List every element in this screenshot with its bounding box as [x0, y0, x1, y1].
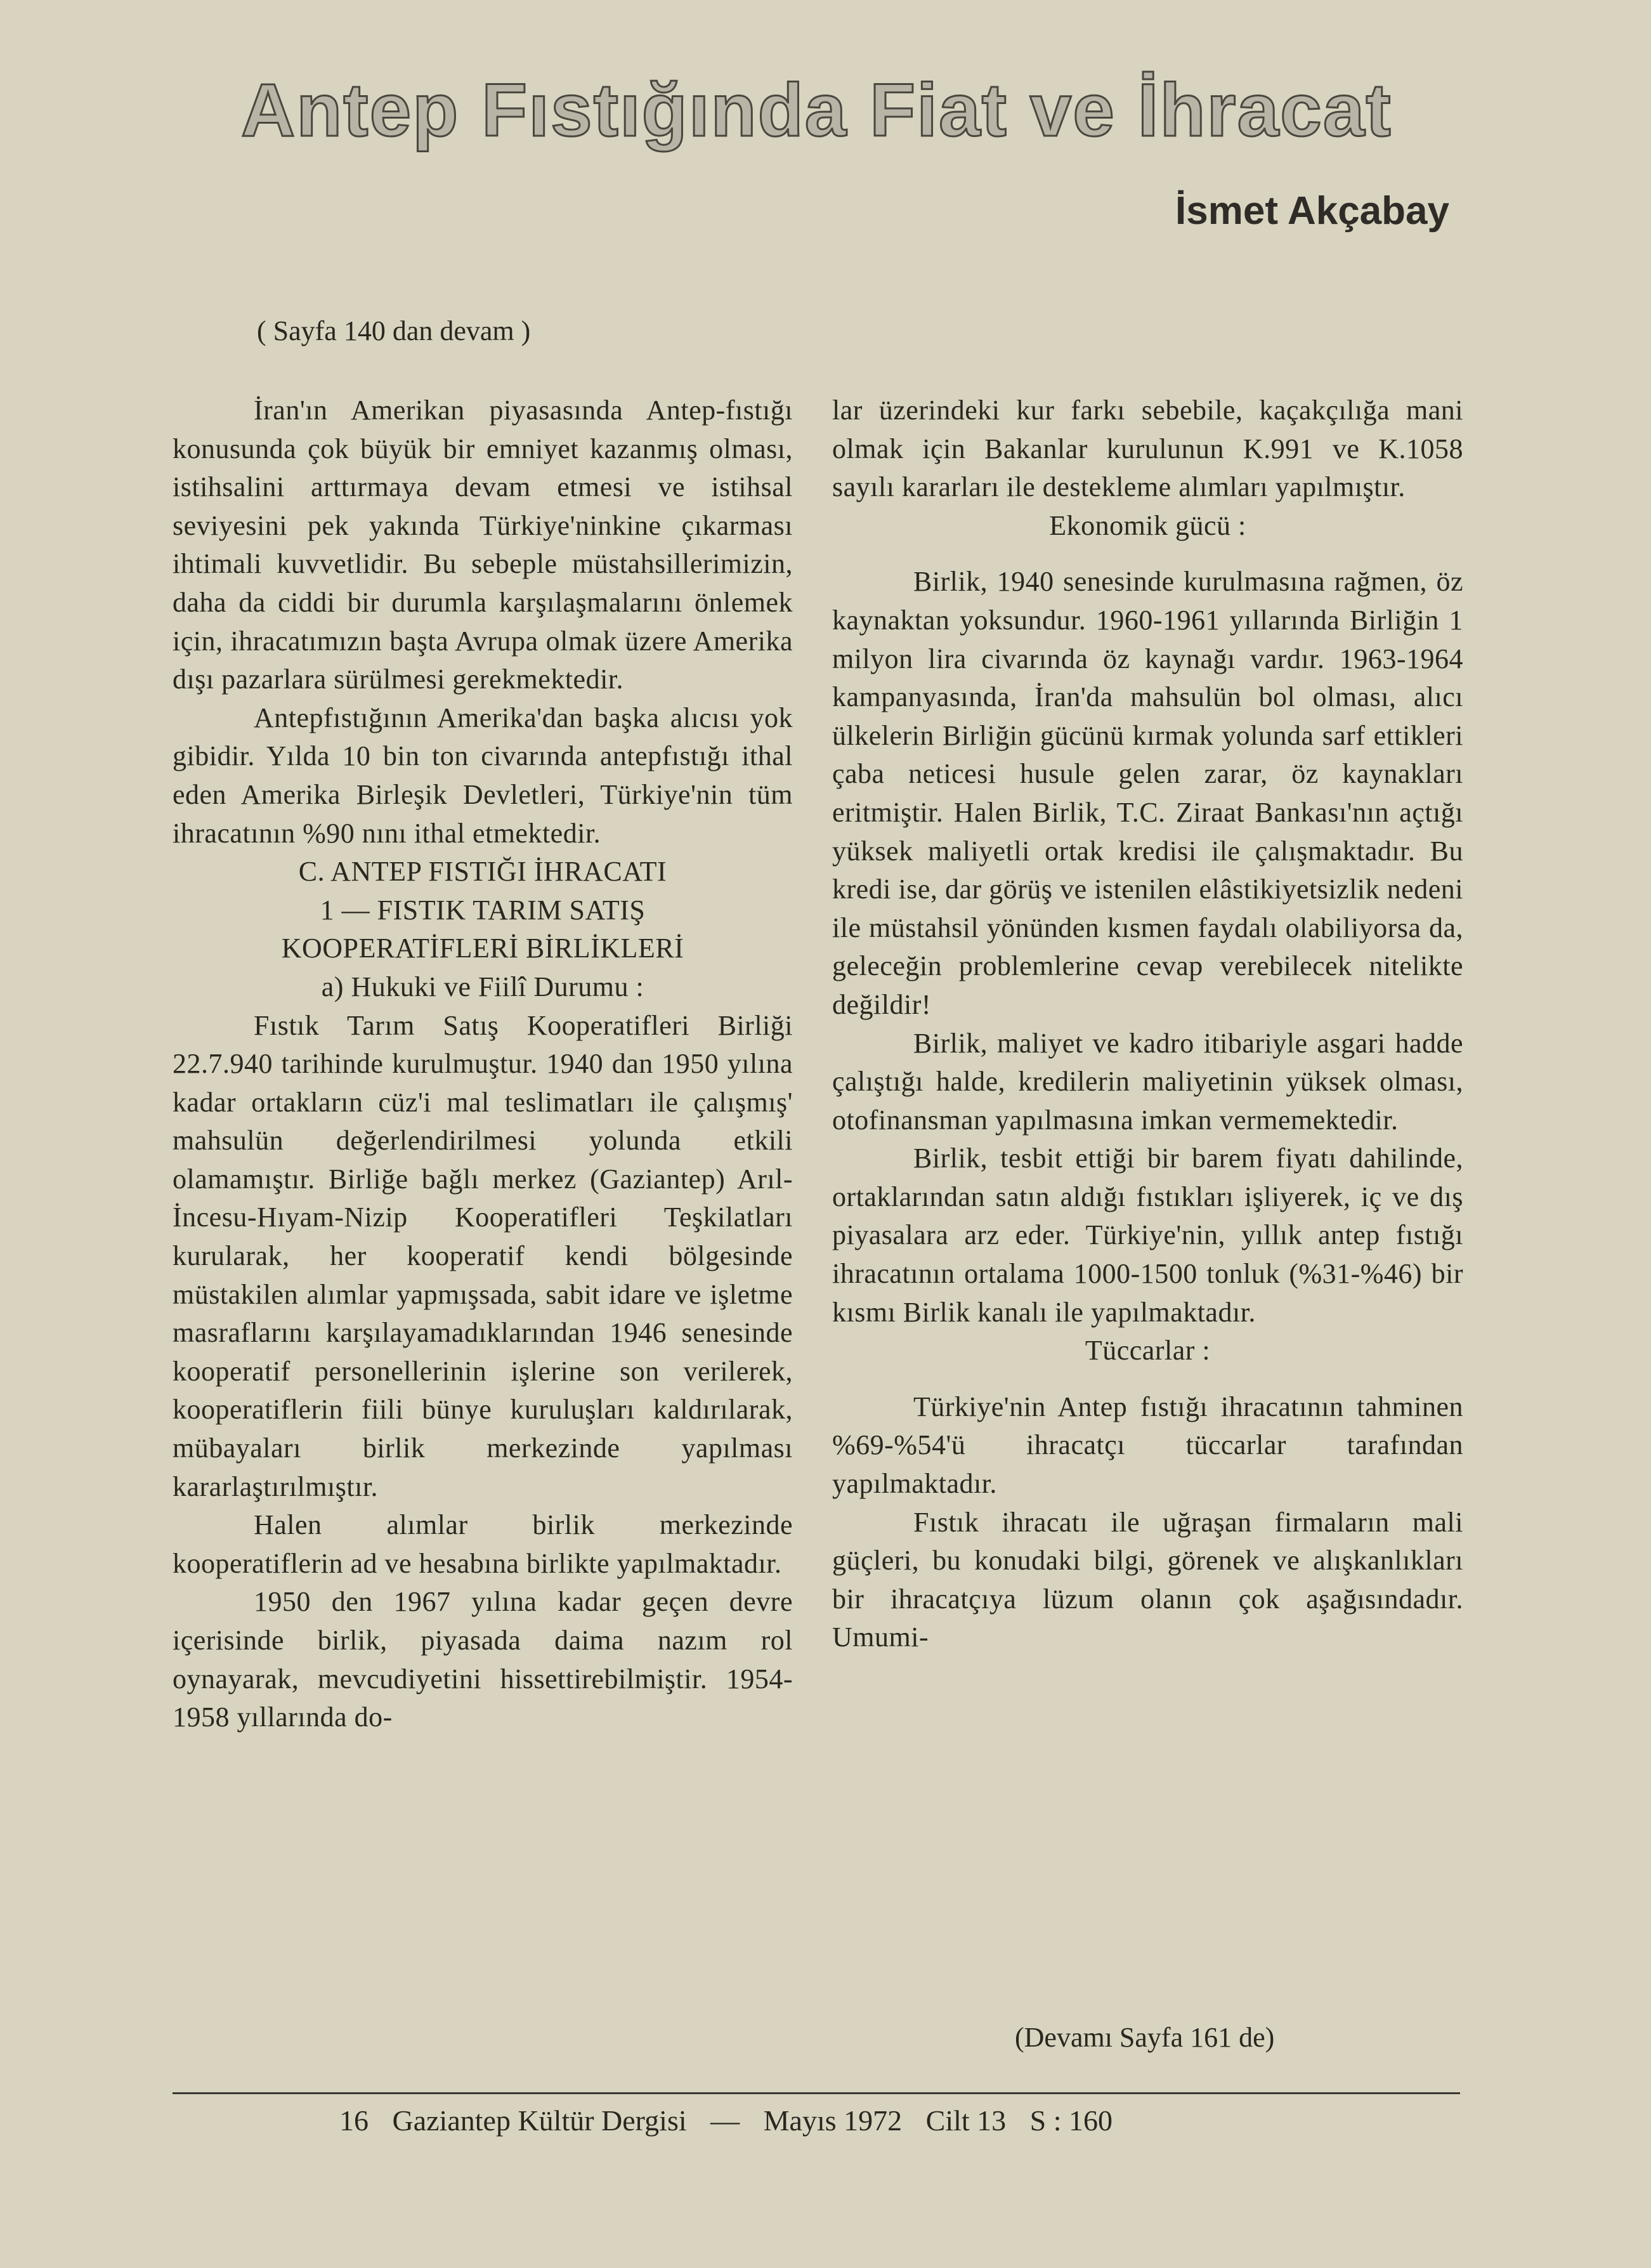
- paragraph: 1950 den 1967 yılına kadar geçen devre içerisinde birlik, piyasada daima nazım rol oynayarak, mevcudiyetini hissettirebilmiştir. 1954-1958 yıllarında do-: [173, 1586, 793, 1733]
- continued-from-note: ( Sayfa 140 dan devam ): [257, 315, 531, 346]
- issue-number: S : 160: [1029, 2104, 1113, 2137]
- page-footer: [339, 2106, 1129, 2135]
- paragraph: Fıstık ihracatı ile uğraşan firmaların mali güçleri, bu konudaki bilgi, görenek ve alışkanlıkları bir ihracatçıya lüzum olanın çok aşağısındadır. Umumi-: [832, 1506, 1463, 1653]
- section-heading: C. ANTEP FISTIĞI İHRACATI: [298, 856, 667, 888]
- paragraph: Birlik, maliyet ve kadro itibariyle asgari hadde çalıştığı halde, kredilerin maliyetinin yüksek olması, otofinansman yapılmasına imkan vermemektedir.: [832, 1027, 1463, 1136]
- subsection-heading: Tüccarlar :: [1085, 1335, 1211, 1367]
- paragraph: Türkiye'nin Antep fıstığı ihracatının tahminen %69-%54'ü ihracatçı tüccarlar tarafından yapılmaktadır.: [832, 1391, 1463, 1500]
- issue-date: Mayıs 1972: [763, 2104, 903, 2137]
- paragraph: Halen alımlar birlik merkezinde kooperatiflerin ad ve hesabına birlikte yapılmaktadır.: [173, 1509, 793, 1579]
- section-heading: KOOPERATİFLERİ BİRLİKLERİ: [281, 933, 684, 964]
- journal-name: Gaziantep Kültür Dergisi: [392, 2104, 687, 2137]
- subsection-heading: a) Hukuki ve Fiilî Durumu :: [321, 971, 644, 1002]
- article-author: İsmet Akçabay: [1175, 189, 1449, 233]
- article-title: Antep Fıstığında Fiat ve İhracat: [241, 69, 1392, 152]
- paragraph: lar üzerindeki kur farkı sebebile, kaçakçılığa mani olmak için Bakanlar kurulunun K.991 ve K.1058 sayılı kararları ile destekleme alımları yapılmıştır.: [832, 395, 1463, 503]
- paragraph: İran'ın Amerikan piyasasında Antep-fıstığı konusunda çok büyük bir emniyet kazanmış olması, istihsalini arttırmaya devam etmesi ve istihsal seviyesini pek yakında Türkiye'ninkine çıkarması ihtimali kuvvetlidir. Bu sebeple müstahsillerimizin, daha da ciddi bir durumla karşılaşmalarını önlemek için, ihracatımızın başta Avrupa olmak üzere Amerika dışı pazarlara sürülmesi gerekmektedir.: [173, 395, 793, 695]
- right-column: [832, 391, 1463, 1657]
- page-number: 16: [339, 2104, 369, 2137]
- paragraph: Birlik, 1940 senesinde kurulmasına rağmen, öz kaynaktan yoksundur. 1960-1961 yıllarında Birliğin 1 milyon lira civarında öz kaynağı vardır. 1963-1964 kampanyasında, İran'da mahsulün bol olması, alıcı ülkelerin Birliğin gücünü kırmak yolunda sarf ettikleri çaba neticesi husule gelen zarar, öz kaynakları eritmiştir. Halen Birlik, T.C. Ziraat Bankası'nın açtığı yüksek maliyetli ortak kredisi ile çalışmaktadır. Bu kredi ise, dar görüş ve istenilen elâstikiyetsizlik nedeni ile müstahsil yönünden kısmen faydalı olabiliyorsa da, geleceğin problemlerine cevap verebilecek nitelikte değildir!: [832, 566, 1463, 1020]
- paragraph: Birlik, tesbit ettiği bir barem fiyatı dahilinde, ortaklarından satın aldığı fıstıkları işliyerek, iç ve dış piyasalara arz eder. Türkiye'nin, yıllık antep fıstığı ihracatının ortalama 1000-1500 tonluk (%31-%46) bir kısmı Birlik kanalı ile yapılmaktadır.: [832, 1143, 1463, 1328]
- footer-dash: —: [710, 2104, 740, 2137]
- continued-to-note: (Devamı Sayfa 161 de): [1015, 2022, 1275, 2053]
- paragraph: Fıstık Tarım Satış Kooperatifleri Birliği 22.7.940 tarihinde kurulmuştur. 1940 dan 1950 yılına kadar ortakların cüz'i mal teslimatları ile çalışmış' mahsulün değerlendirilmesi yolunda etkili olamamıştır. Birliğe bağlı merkez (Gaziantep) Arıl-İncesu-Hıyam-Nizip Kooperatifleri Teşkilatları kurularak, her kooperatif kendi bölgesinde müstakilen alımlar yapmışsada, sabit idare ve işletme masraflarını karşılayamadıklarından 1946 senesinde kooperatif personellerinin işlerine son verilerek, kooperatiflerin fiili bünye kuruluşları kaldırılarak, mübayaları birlik merkezinde yapılması kararlaştırılmıştır.: [173, 1009, 793, 1502]
- volume-number: Cilt 13: [925, 2104, 1007, 2137]
- left-column: [173, 391, 793, 1737]
- section-heading: 1 — FISTIK TARIM SATIŞ: [320, 894, 646, 926]
- subsection-heading: Ekonomik gücü :: [1049, 509, 1246, 541]
- paragraph: Antepfıstığının Amerika'dan başka alıcısı yok gibidir. Yılda 10 bin ton civarında antepfıstığı ithal eden Amerika Birleşik Devletleri, Türkiye'nin tüm ihracatının %90 nını ithal etmektedir.: [173, 702, 793, 849]
- footer-divider: [173, 2092, 1460, 2094]
